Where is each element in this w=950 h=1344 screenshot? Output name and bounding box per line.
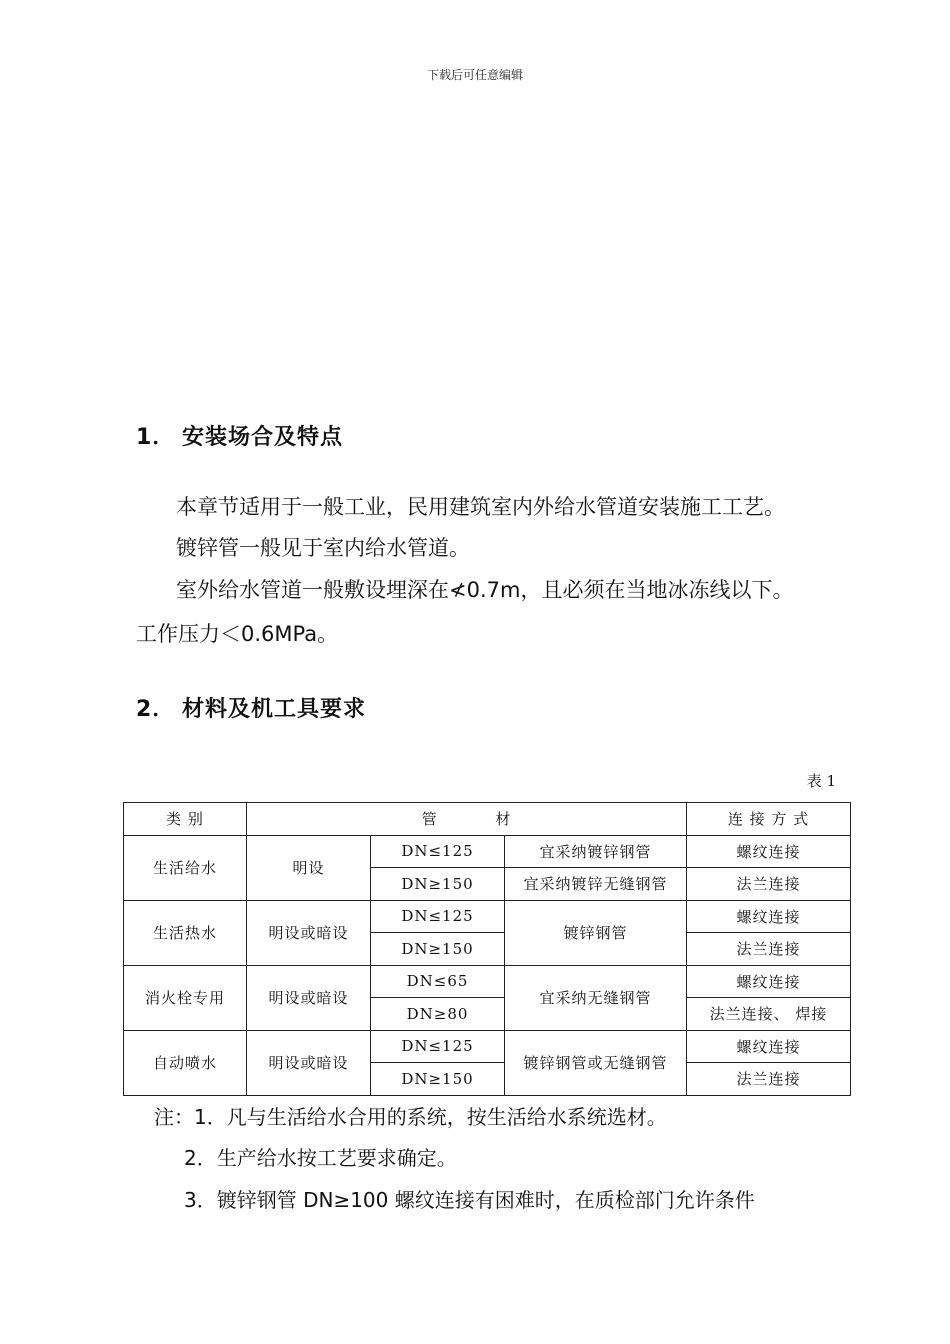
header-note: 下载后可任意编辑 [426,68,523,82]
install-cell: 明设或暗设 [247,1030,371,1095]
note-1: 注：1．凡与生活给水合用的系统，按生活给水系统选材。 [154,1105,667,1129]
category-cell: 生活给水 [124,835,247,900]
connection-cell: 法兰连接 [687,933,851,966]
paragraph-scope: 本章节适用于一般工业，民用建筑室内外给水管道安装施工工艺。 [176,495,785,519]
header-material: 管 材 [247,803,687,836]
install-cell: 明设或暗设 [247,900,371,965]
paragraph-outdoor-depth: 室外给水管道一般敷设埋深在≮0.7m，且必须在当地冰冻线以下。 [176,578,794,602]
spec-cell: DN≥150 [371,1063,505,1096]
paragraph-pressure: 工作压力＜0.6MPa。 [136,622,339,646]
spec-cell: DN≥150 [371,933,505,966]
material-cell: 宜采纳无缝钢管 [505,965,687,1030]
section-1-heading [136,420,343,451]
table-caption: 表 1 [806,772,836,790]
header-category: 类 别 [124,803,247,836]
header-connection: 连 接 方 式 [687,803,851,836]
spec-cell: DN≤125 [371,835,505,868]
paragraph-galvanized: 镀锌管一般见于室内给水管道。 [176,536,470,560]
connection-cell: 螺纹连接 [687,900,851,933]
spec-cell: DN≥150 [371,868,505,901]
category-cell: 生活热水 [124,900,247,965]
spec-cell: DN≤65 [371,965,505,998]
category-cell: 消火栓专用 [124,965,247,1030]
spec-cell: DN≥80 [371,998,505,1031]
spec-cell: DN≤125 [371,900,505,933]
category-cell: 自动喷水 [124,1030,247,1095]
note-3: 3．镀锌钢管 DN≥100 螺纹连接有困难时，在质检部门允许条件 [184,1188,755,1212]
material-cell: 镀锌钢管或无缝钢管 [505,1030,687,1095]
table-row [124,835,851,868]
table-row [124,900,851,933]
pipe-material-table [123,802,851,1096]
connection-cell: 法兰连接 [687,868,851,901]
table-row [124,965,851,998]
section-2-number: 2． [136,697,176,722]
table-header-row [124,803,851,836]
section-2-heading [136,692,366,723]
material-cell: 镀锌钢管 [505,900,687,965]
section-2-title: 材料及机工具要求 [182,697,367,722]
spec-cell: DN≤125 [371,1030,505,1063]
install-cell: 明设或暗设 [247,965,371,1030]
material-cell: 宜采纳镀锌钢管 [505,835,687,868]
connection-cell: 法兰连接 [687,1063,851,1096]
section-1-title: 安装场合及特点 [182,425,344,450]
connection-cell: 螺纹连接 [687,965,851,998]
note-2: 2．生产给水按工艺要求确定。 [184,1146,457,1170]
material-cell: 宜采纳镀锌无缝钢管 [505,868,687,901]
install-cell: 明设 [247,835,371,900]
table-row [124,1030,851,1063]
connection-cell: 法兰连接、 焊接 [687,998,851,1031]
section-1-number: 1． [136,425,176,450]
connection-cell: 螺纹连接 [687,1030,851,1063]
connection-cell: 螺纹连接 [687,835,851,868]
